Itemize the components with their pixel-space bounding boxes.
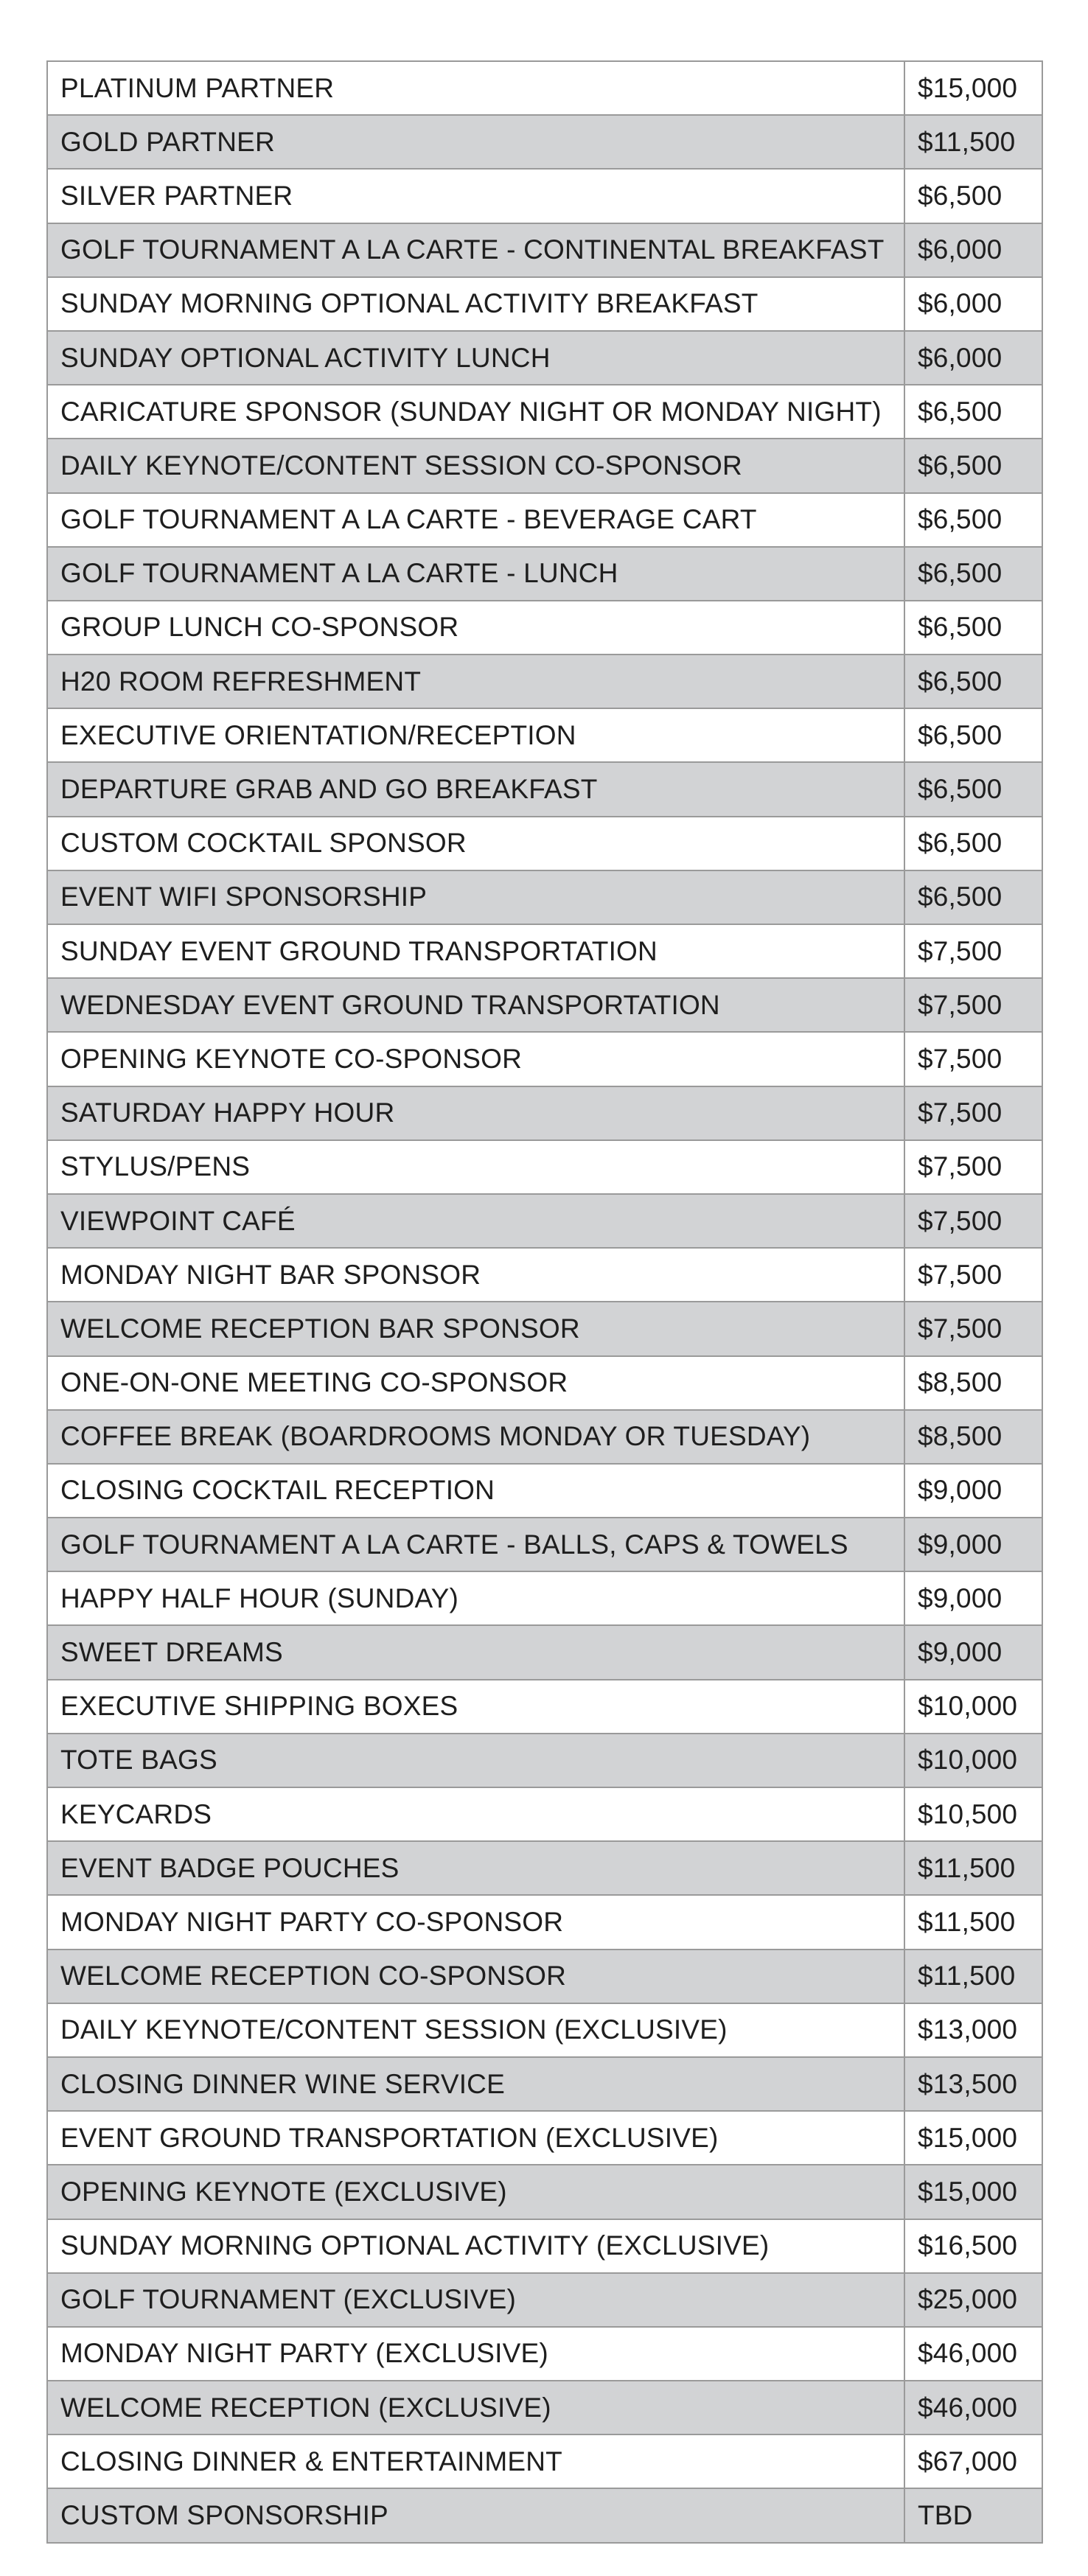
table-row: [47, 2219, 1042, 2273]
sponsorship-item-name: DEPARTURE GRAB AND GO BREAKFAST: [47, 762, 904, 816]
sponsorship-item-price: $6,500: [904, 439, 1042, 492]
sponsorship-item-price: $7,500: [904, 1086, 1042, 1140]
table-row: [47, 1734, 1042, 1787]
sponsorship-item-name: CUSTOM COCKTAIL SPONSOR: [47, 817, 904, 870]
table-row: [47, 1140, 1042, 1194]
sponsorship-item-name: GOLF TOURNAMENT A LA CARTE - LUNCH: [47, 547, 904, 601]
table-row: [47, 2273, 1042, 2327]
sponsorship-item-price: $11,500: [904, 1950, 1042, 2003]
sponsorship-item-price: $13,500: [904, 2057, 1042, 2111]
table-row: [47, 1086, 1042, 1140]
sponsorship-item-price: $7,500: [904, 978, 1042, 1032]
sponsorship-item-price: $6,500: [904, 547, 1042, 601]
sponsorship-item-price: $6,500: [904, 385, 1042, 439]
sponsorship-item-name: SILVER PARTNER: [47, 169, 904, 223]
sponsorship-item-name: OPENING KEYNOTE (EXCLUSIVE): [47, 2165, 904, 2219]
sponsorship-item-name: EVENT GROUND TRANSPORTATION (EXCLUSIVE): [47, 2111, 904, 2165]
sponsorship-item-price: $8,500: [904, 1356, 1042, 1410]
sponsorship-item-name: MONDAY NIGHT PARTY (EXCLUSIVE): [47, 2327, 904, 2381]
table-row: [47, 331, 1042, 385]
sponsorship-item-name: GOLF TOURNAMENT (EXCLUSIVE): [47, 2273, 904, 2327]
table-row: [47, 385, 1042, 439]
sponsorship-item-name: EVENT WIFI SPONSORSHIP: [47, 870, 904, 924]
sponsorship-item-name: DAILY KEYNOTE/CONTENT SESSION (EXCLUSIVE): [47, 2003, 904, 2057]
sponsorship-item-price: $9,000: [904, 1571, 1042, 1625]
table-row: [47, 1950, 1042, 2003]
sponsorship-price-table: [46, 60, 1043, 2544]
table-row: [47, 1194, 1042, 1248]
sponsorship-item-price: $16,500: [904, 2219, 1042, 2273]
sponsorship-item-price: $9,000: [904, 1518, 1042, 1571]
table-row: [47, 2488, 1042, 2542]
sponsorship-item-name: ONE-ON-ONE MEETING CO-SPONSOR: [47, 1356, 904, 1410]
table-row: [47, 2327, 1042, 2381]
sponsorship-item-name: CLOSING COCKTAIL RECEPTION: [47, 1464, 904, 1518]
table-row: [47, 61, 1042, 115]
table-row: [47, 169, 1042, 223]
table-row: [47, 2165, 1042, 2219]
table-row: [47, 870, 1042, 924]
table-row: [47, 762, 1042, 816]
sponsorship-item-price: $6,500: [904, 817, 1042, 870]
sponsorship-item-name: MONDAY NIGHT BAR SPONSOR: [47, 1248, 904, 1302]
table-row: [47, 924, 1042, 978]
sponsorship-item-name: WEDNESDAY EVENT GROUND TRANSPORTATION: [47, 978, 904, 1032]
table-row: [47, 1410, 1042, 1464]
table-row: [47, 439, 1042, 492]
sponsorship-item-price: $6,000: [904, 331, 1042, 385]
sponsorship-item-name: EXECUTIVE ORIENTATION/RECEPTION: [47, 708, 904, 762]
sponsorship-item-name: COFFEE BREAK (BOARDROOMS MONDAY OR TUESDAY): [47, 1410, 904, 1464]
sponsorship-item-price: $6,500: [904, 762, 1042, 816]
sponsorship-item-price: $7,500: [904, 1194, 1042, 1248]
table-row: [47, 978, 1042, 1032]
table-row: [47, 1464, 1042, 1518]
sponsorship-item-name: SUNDAY MORNING OPTIONAL ACTIVITY (EXCLUSIVE): [47, 2219, 904, 2273]
sponsorship-item-price: $6,500: [904, 493, 1042, 547]
table-row: [47, 547, 1042, 601]
table-row: [47, 277, 1042, 331]
sponsorship-item-price: TBD: [904, 2488, 1042, 2542]
sponsorship-item-name: CLOSING DINNER & ENTERTAINMENT: [47, 2434, 904, 2488]
sponsorship-item-price: $6,500: [904, 870, 1042, 924]
sponsorship-item-name: KEYCARDS: [47, 1787, 904, 1841]
table-row: [47, 1032, 1042, 1086]
sponsorship-item-name: VIEWPOINT CAFÉ: [47, 1194, 904, 1248]
sponsorship-item-price: $10,000: [904, 1734, 1042, 1787]
table-row: [47, 1680, 1042, 1734]
sponsorship-item-price: $15,000: [904, 61, 1042, 115]
sponsorship-item-price: $9,000: [904, 1625, 1042, 1679]
table-row: [47, 708, 1042, 762]
sponsorship-item-price: $6,500: [904, 655, 1042, 708]
sponsorship-item-name: WELCOME RECEPTION CO-SPONSOR: [47, 1950, 904, 2003]
sponsorship-item-price: $10,500: [904, 1787, 1042, 1841]
sponsorship-item-name: WELCOME RECEPTION (EXCLUSIVE): [47, 2381, 904, 2434]
sponsorship-item-name: PLATINUM PARTNER: [47, 61, 904, 115]
sponsorship-item-price: $9,000: [904, 1464, 1042, 1518]
sponsorship-item-price: $13,000: [904, 2003, 1042, 2057]
sponsorship-item-price: $6,000: [904, 223, 1042, 277]
table-row: [47, 1625, 1042, 1679]
sponsorship-item-name: SUNDAY OPTIONAL ACTIVITY LUNCH: [47, 331, 904, 385]
sponsorship-table-body: [47, 61, 1042, 2543]
table-row: [47, 601, 1042, 655]
sponsorship-item-name: GOLD PARTNER: [47, 115, 904, 169]
table-row: [47, 223, 1042, 277]
sponsorship-item-name: WELCOME RECEPTION BAR SPONSOR: [47, 1302, 904, 1355]
table-row: [47, 1787, 1042, 1841]
table-row: [47, 1356, 1042, 1410]
sponsorship-item-name: H20 ROOM REFRESHMENT: [47, 655, 904, 708]
sponsorship-item-name: STYLUS/PENS: [47, 1140, 904, 1194]
sponsorship-item-price: $11,500: [904, 1895, 1042, 1949]
sponsorship-item-price: $15,000: [904, 2111, 1042, 2165]
sponsorship-item-price: $67,000: [904, 2434, 1042, 2488]
sponsorship-item-name: CARICATURE SPONSOR (SUNDAY NIGHT OR MONDAY NIGHT): [47, 385, 904, 439]
sponsorship-item-name: GOLF TOURNAMENT A LA CARTE - BEVERAGE CART: [47, 493, 904, 547]
sponsorship-item-price: $7,500: [904, 1140, 1042, 1194]
sponsorship-item-name: SUNDAY EVENT GROUND TRANSPORTATION: [47, 924, 904, 978]
sponsorship-item-price: $6,500: [904, 708, 1042, 762]
table-row: [47, 1518, 1042, 1571]
sponsorship-item-name: SUNDAY MORNING OPTIONAL ACTIVITY BREAKFAST: [47, 277, 904, 331]
sponsorship-item-name: SWEET DREAMS: [47, 1625, 904, 1679]
sponsorship-item-price: $10,000: [904, 1680, 1042, 1734]
table-row: [47, 655, 1042, 708]
table-row: [47, 1841, 1042, 1895]
sponsorship-item-price: $46,000: [904, 2327, 1042, 2381]
table-row: [47, 1571, 1042, 1625]
sponsorship-item-price: $11,500: [904, 115, 1042, 169]
sponsorship-item-name: EVENT BADGE POUCHES: [47, 1841, 904, 1895]
table-row: [47, 2003, 1042, 2057]
sponsorship-table-container: [46, 60, 1042, 2544]
table-row: [47, 2111, 1042, 2165]
sponsorship-item-name: DAILY KEYNOTE/CONTENT SESSION CO-SPONSOR: [47, 439, 904, 492]
table-row: [47, 115, 1042, 169]
table-row: [47, 2434, 1042, 2488]
sponsorship-item-name: HAPPY HALF HOUR (SUNDAY): [47, 1571, 904, 1625]
sponsorship-item-price: $15,000: [904, 2165, 1042, 2219]
sponsorship-item-price: $25,000: [904, 2273, 1042, 2327]
table-row: [47, 1248, 1042, 1302]
table-row: [47, 817, 1042, 870]
table-row: [47, 2381, 1042, 2434]
sponsorship-item-name: GOLF TOURNAMENT A LA CARTE - BALLS, CAPS & TOWELS: [47, 1518, 904, 1571]
sponsorship-item-name: OPENING KEYNOTE CO-SPONSOR: [47, 1032, 904, 1086]
sponsorship-item-name: EXECUTIVE SHIPPING BOXES: [47, 1680, 904, 1734]
table-row: [47, 1895, 1042, 1949]
sponsorship-item-price: $6,500: [904, 601, 1042, 655]
sponsorship-item-name: GOLF TOURNAMENT A LA CARTE - CONTINENTAL BREAKFAST: [47, 223, 904, 277]
sponsorship-item-name: MONDAY NIGHT PARTY CO-SPONSOR: [47, 1895, 904, 1949]
sponsorship-item-price: $7,500: [904, 1302, 1042, 1355]
sponsorship-item-price: $11,500: [904, 1841, 1042, 1895]
sponsorship-item-price: $7,500: [904, 1032, 1042, 1086]
sponsorship-item-name: CLOSING DINNER WINE SERVICE: [47, 2057, 904, 2111]
table-row: [47, 1302, 1042, 1355]
table-row: [47, 493, 1042, 547]
sponsorship-item-price: $7,500: [904, 1248, 1042, 1302]
sponsorship-item-price: $6,500: [904, 169, 1042, 223]
sponsorship-item-name: GROUP LUNCH CO-SPONSOR: [47, 601, 904, 655]
sponsorship-item-name: CUSTOM SPONSORSHIP: [47, 2488, 904, 2542]
sponsorship-item-price: $46,000: [904, 2381, 1042, 2434]
sponsorship-item-name: SATURDAY HAPPY HOUR: [47, 1086, 904, 1140]
sponsorship-item-price: $7,500: [904, 924, 1042, 978]
sponsorship-item-name: TOTE BAGS: [47, 1734, 904, 1787]
sponsorship-item-price: $8,500: [904, 1410, 1042, 1464]
table-row: [47, 2057, 1042, 2111]
sponsorship-item-price: $6,000: [904, 277, 1042, 331]
